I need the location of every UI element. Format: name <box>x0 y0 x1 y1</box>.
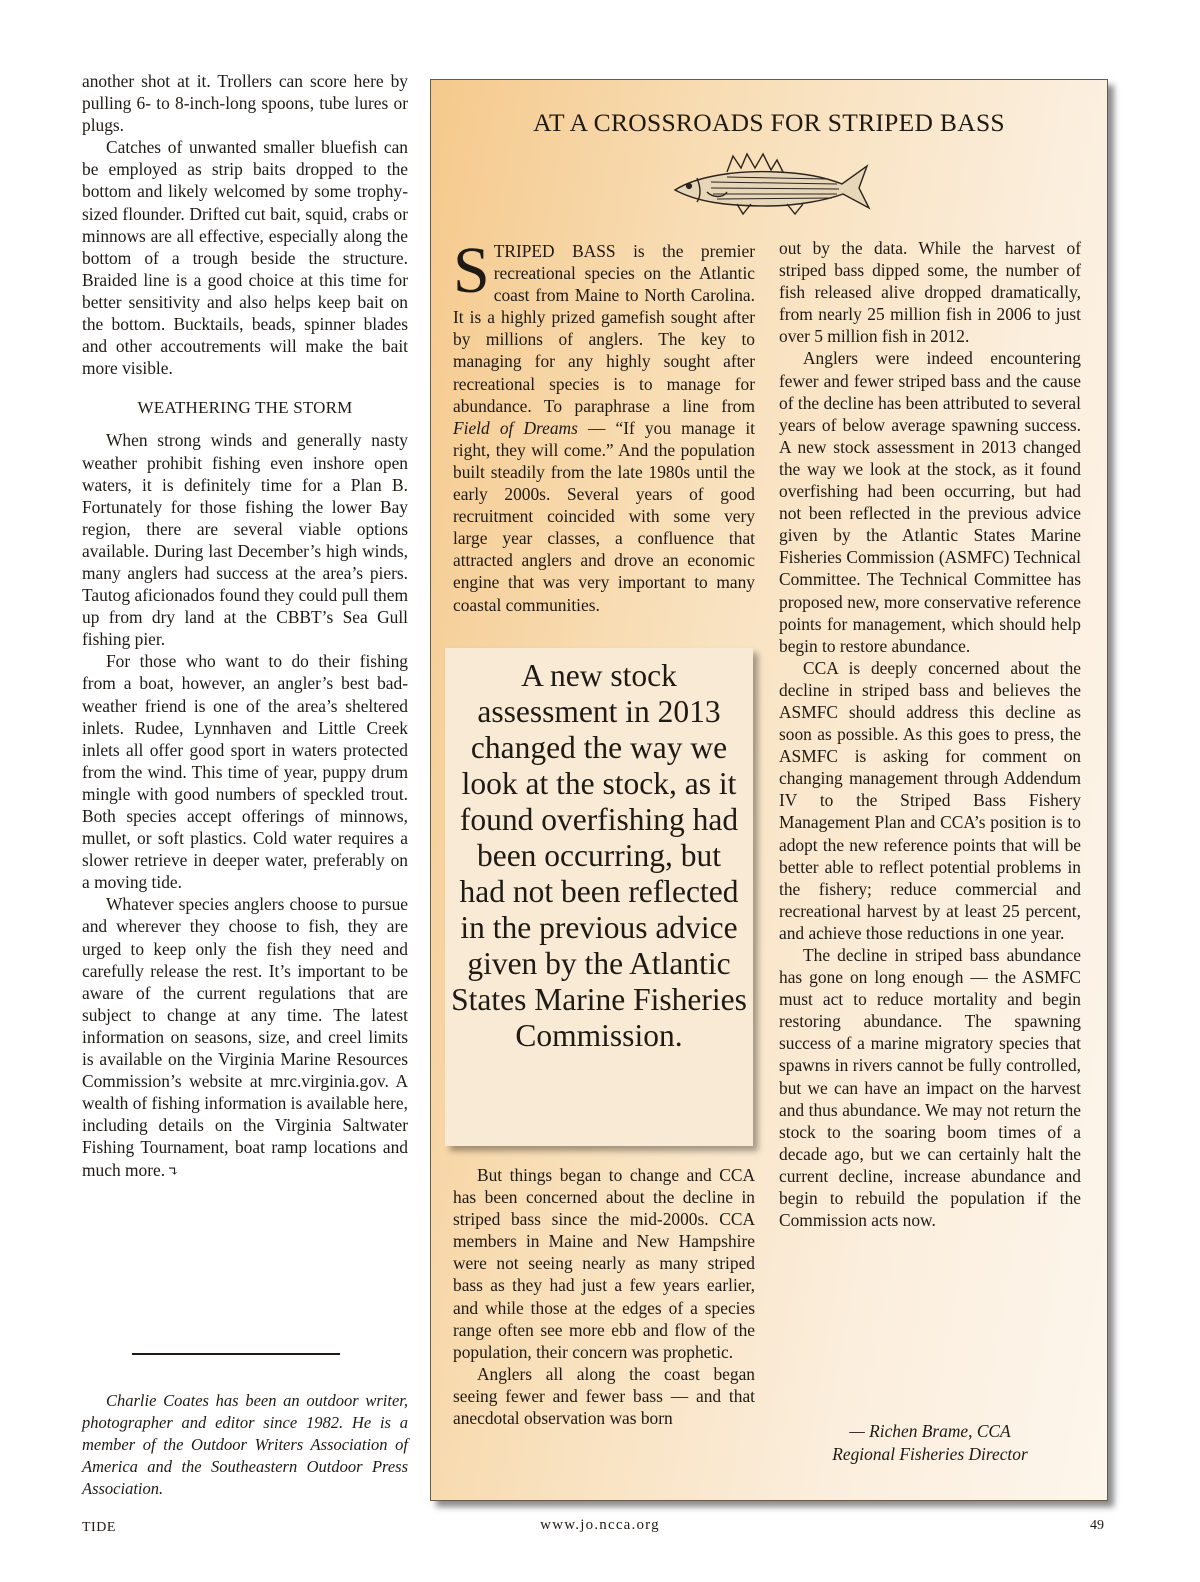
page-number: 49 <box>1090 1518 1104 1533</box>
sidebar-paragraph: Anglers all along the coast began seeing fewer and fewer bass — and that anecdotal observation was born <box>453 1363 755 1429</box>
pull-quote-text: A new stock assessment in 2013 changed the way we look at the stock, as it found overfishing had been occurring, but had not been reflected in the previous advice given by the Atlantic States Marine Fisheries Commission. <box>451 658 747 1053</box>
section-heading: WEATHERING THE STORM <box>137 398 353 418</box>
sidebar-text: — “If you manage it right, they will come.” And the population built steadily from the late 1980s until the early 2000s. Several years of good recruitment coincided with some very large year classes, a confluence that attracted anglers and drove an economic engine that was very important to many coastal communities. <box>453 417 755 615</box>
article-paragraph-text: Whatever species anglers choose to pursue and wherever they choose to fish, they are urged to keep only the fish they need and carefully release the rest. It’s important to be aware of the current regulations that are subject to change at any time. The latest information on seasons, size, and creel limits is available on the Virginia Marine Resources Commission’s website at mrc.virginia.gov. A wealth of fishing information is available here, including details on the Virginia Saltwater Fishing Tournament, boat ramp locations and much more. <box>82 894 408 1180</box>
sidebar-paragraph: out by the data. While the harvest of striped bass dipped some, the number of fish released alive dropped dramatically, from nearly 25 million fish in 2006 to just over 5 million fish in 2012. <box>779 238 1081 347</box>
footer-publication: TIDE <box>82 1520 116 1535</box>
sidebar-column-right <box>779 237 1081 1231</box>
sidebar-title: AT A CROSSROADS FOR STRIPED BASS <box>533 108 1005 137</box>
sidebar-paragraph <box>453 234 755 616</box>
sidebar-paragraph: But things began to change and CCA has been concerned about the decline in striped bass since the mid-2000s. CCA members in Maine and New Hampshire were not seeing nearly as many striped bass as they had just a few years earlier, and while those at the edges of a species range often see more ebb and flow of the population, their concern was prophetic. <box>453 1165 755 1362</box>
article-paragraph: another shot at it. Trollers can score here by pulling 6- to 8-inch-long spoons, tube lures or plugs. <box>82 71 408 136</box>
end-mark-icon: ↴ <box>167 1164 179 1180</box>
sidebar-paragraph: The decline in striped bass abundance has gone on long enough — the ASMFC must act to reduce mortality and begin restoring abundance. The spawning success of a marine migratory species that spawns in rivers cannot be fully controlled, but we can have an impact on the harvest and thus abundance. We may not return the stock to the soaring boom times of a decade ago, but we can certainly halt the current decline, increase abundance and begin to rebuild the population if the Commission acts now. <box>779 945 1081 1231</box>
signature <box>779 1420 1081 1465</box>
author-bio <box>82 1390 408 1500</box>
article-paragraph: For those who want to do their fishing from a boat, however, an angler’s best bad-weather friend is one of the area’s sheltered inlets. Rudee, Lynnhaven and Little Creek inlets all offer good sport in waters protected from the wind. This time of year, puppy drum mingle with good numbers of speckled trout. Both species accept offerings of minnows, mullet, or soft plastics. Cold water requires a slower retrieve in deeper water, preferably on a moving tide. <box>82 651 408 893</box>
article-paragraph: When strong winds and generally nasty weather prohibit fishing even inshore open waters, it is definitely time for a Plan B. Fortunately for those fishing the lower Bay region, there are several viable options available. During last December’s high winds, many anglers had success at the area’s piers. Tautog aficionados found they could pull them up from dry land at the CBBT’s Sea Gull fishing pier. <box>82 430 408 650</box>
sidebar-column-left-continued <box>453 1164 755 1429</box>
article-paragraph <box>82 893 408 1183</box>
drop-cap: S <box>453 234 490 307</box>
author-bio-text: Charlie Coates has been an outdoor writer, photographer and editor since 1982. He is a member of the Outdoor Writers Association of America and the Southeastern Outdoor Press Association. <box>82 1391 408 1498</box>
film-title: Field of Dreams <box>453 417 578 438</box>
bio-divider <box>132 1353 340 1355</box>
signature-name: — Richen Brame, CCA <box>849 1421 1011 1441</box>
striped-bass-icon <box>667 148 873 218</box>
article-left-column <box>82 70 408 1184</box>
pull-quote-box <box>445 648 753 1146</box>
sidebar-paragraph: Anglers were indeed encountering fewer and fewer striped bass and the cause of the decline has been attributed to several years of below average spawning success. A new stock assessment in 2013 changed the way we look at the stock, as it found overfishing had been occurring, but had not been reflected in the previous advice given by the Atlantic States Marine Fisheries Commission (ASMFC) Technical Committee. The Technical Committee has proposed new, more conservative reference points for management, which should help begin to restore abundance. <box>779 348 1081 656</box>
sidebar-text: TRIPED BASS is the premier recreational species on the Atlantic coast from Maine to North Carolina. It is a highly prized gamefish sought after by millions of anglers. The key to managing for any highly sought after recreational species is to manage for abundance. To paraphrase a line from <box>453 241 755 416</box>
sidebar-paragraph: CCA is deeply concerned about the decline in striped bass and believes the ASMFC should address this decline as soon as possible. As this goes to press, the ASMFC is asking for comment on changing management through Addendum IV to the Striped Bass Fishery Management Plan and CCA’s position is to adopt the new reference points that will be better able to reflect potential problems in the fishery; reduce commercial and recreational harvest by at least 25 percent, and achieve those reductions in one year. <box>779 657 1081 943</box>
sidebar-box <box>430 79 1108 1501</box>
signature-title: Regional Fisheries Director <box>832 1443 1028 1464</box>
footer-url: www.jo.ncca.org <box>540 1517 660 1533</box>
sidebar-column-left <box>453 234 755 616</box>
article-paragraph: Catches of unwanted smaller bluefish can be employed as strip baits dropped to the bottom and likely welcomed by some trophy-sized flounder. Drifted cut bait, squid, crabs or minnows are all effective, especially along the bottom of a trough beside the structure. Braided line is a good choice at this time for better sensitivity and also helps keep bait on the bottom. Bucktails, beads, spinner blades and other accoutrements will make the bait more visible. <box>82 137 408 379</box>
